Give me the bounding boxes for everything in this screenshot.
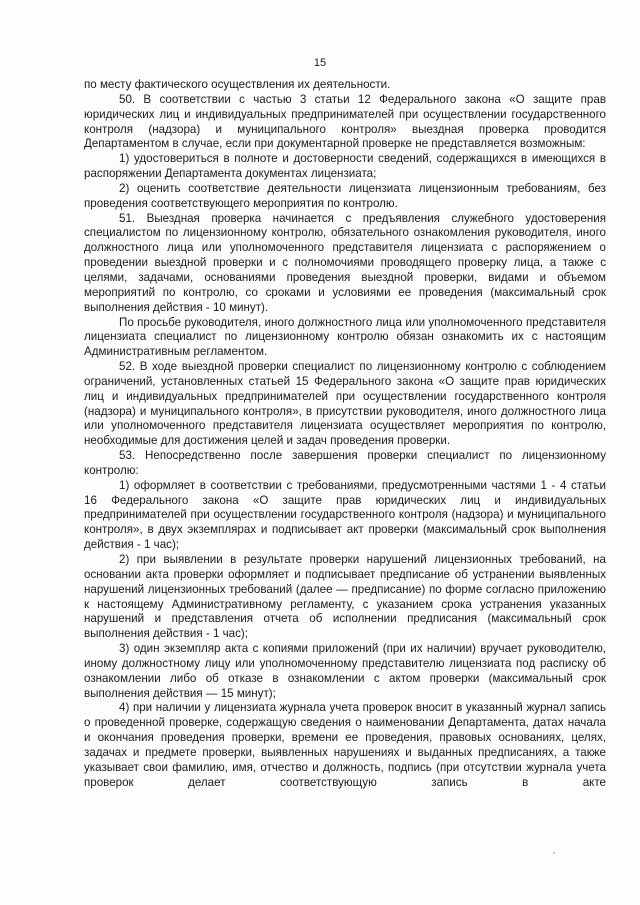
paragraph-53-item-2: 2) при выявлении в результате проверки нарушений лицензионных требований, на основании акта проверки оформляет и подписывает предписание об устранении выявленных нарушений лицензионных требований (далее — предписание) по форме согласно приложению к настоящему Административному регламенту, с указанием срока устранения указанных нарушений и представления отчета об исполнении предписания (максимальный срок выполнения действия - 1 час);	[84, 553, 606, 641]
paragraph-53: 53. Непосредственно после завершения проверки специалист по лицензионному контролю:	[84, 449, 606, 477]
paragraph-53-item-1: 1) оформляет в соответствии с требованиями, предусмотренными частями 1 - 4 статьи 16 Федерального закона «О защите прав юридических лиц и индивидуальных предпринимателей при осуществлении государственного контроля (надзора) и муниципального контроля», в двух экземплярах и подписывает акт проверки (максимальный срок выполнения действия - 1 час);	[84, 478, 606, 552]
paragraph-continuation: по месту фактического осуществления их деятельности.	[84, 78, 391, 91]
paragraph-53-item-4: 4) при наличии у лицензиата журнала учета проверок вносит в указанный журнал запись о проведенной проверке, содержащую сведения о наименовании Департамента, датах начала и окончания проведения проверки, времени ее проведения, правовых основаниях, целях, задачах и предмете проверки, выявленных нарушениях и выданных предписаниях, а также указывает свои фамилию, имя, отчество и должность, подпись (при отсутствии журнала учета проверок делает соответствующую запись в акте	[84, 701, 606, 789]
paragraph-51-request: По просьбе руководителя, иного должностного лица или уполномоченного представителя лицензиата специалист по лицензионному контролю обязан ознакомить их с настоящим Административным регламентом.	[84, 315, 606, 359]
page-number: 15	[313, 57, 327, 69]
paragraph-52: 52. В ходе выездной проверки специалист по лицензионному контролю с соблюдением ограничений, установленных статьей 15 Федерального закона «О защите прав юридических лиц и индивидуальных предпринимателей при осуществлении государственного контроля (надзора) и муниципального контроля», в присутствии руководителя, иного должностного лица или уполномоченного представителя лицензиата осуществляет мероприятия по контролю, необходимые для достижения целей и задач проведения проверки.	[84, 360, 606, 448]
paragraph-50-item-1: 1) удостовериться в полноте и достоверности сведений, содержащихся в имеющихся в распоряжении Департамента документах лицензиата;	[84, 152, 606, 181]
paragraph-51: 51. Выездная проверка начинается с предъявления служебного удостоверения специалистом по лицензионному контролю, обязательного ознакомления руководителя, иного должностного лица или уполномоченного представителя лицензиата с распоряжением о проведении выездной проверки и с полномочиями проводящего проверку лица, а также с целями, задачами, основаниями проведения выездной проверки, видами и объемом мероприятий по контролю, со сроками и условиями ее проведения (максимальный срок выполнения действия - 10 минут).	[84, 211, 606, 314]
paragraph-50-item-2: 2) оценить соответствие деятельности лицензиата лицензионным требованиям, без проведения соответствующего мероприятия по контролю.	[84, 181, 606, 210]
scan-speck	[553, 852, 555, 854]
document-body	[84, 78, 606, 791]
paragraph-53-item-3: 3) один экземпляр акта с копиями приложений (при их наличии) вручает руководителю, иному должностному лицу или уполномоченному представителю лицензиата под расписку об ознакомлении либо об отказе в ознакомлении с актом проверки (максимальный срок выполнения действия — 15 минут);	[84, 642, 606, 700]
paragraph-50: 50. В соответствии с частью 3 статьи 12 Федерального закона «О защите прав юридических лиц и индивидуальных предпринимателей при осуществлении государственного контроля (надзора) и муниципального контроля» выездная проверка проводится Департаментом в случае, если при документарной проверке не представляется возможным:	[84, 92, 606, 151]
